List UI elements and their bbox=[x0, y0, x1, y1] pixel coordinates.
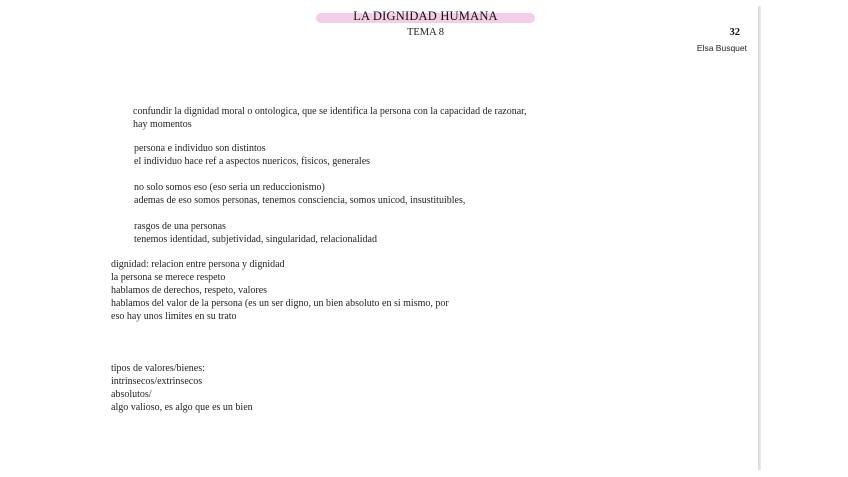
body-line: no solo somos eso (eso seria un reduccionismo) bbox=[134, 182, 325, 193]
body-line: algo valioso, es algo que es un bien bbox=[111, 402, 253, 413]
body-line: intrinsecos/extrinsecos bbox=[111, 376, 203, 387]
page-subtitle: TEMA 8 bbox=[406, 27, 445, 38]
body-line: confundir la dignidad moral o ontologica, que se identifica la persona con la capacidad de razonar, bbox=[133, 106, 527, 117]
body-line: el individuo hace ref a aspectos nuericos, fisicos, generales bbox=[134, 156, 371, 167]
body-line: hablamos de derechos, respeto, valores bbox=[111, 285, 268, 296]
author-name: Elsa Busquet bbox=[696, 43, 747, 53]
body-line: persona e individuo son distintos bbox=[134, 143, 266, 154]
page-number: 32 bbox=[729, 27, 740, 38]
body-line: hay momentos bbox=[133, 119, 192, 130]
title-block bbox=[316, 10, 535, 24]
page-title: LA DIGNIDAD HUMANA bbox=[353, 9, 498, 23]
body-line: eso hay unos limites en su trato bbox=[111, 311, 237, 322]
body-line: tipos de valores/bienes: bbox=[111, 363, 205, 374]
body-line: tenemos identidad, subjetividad, singularidad, relacionalidad bbox=[134, 234, 377, 245]
body-line: dignidad: relacion entre persona y dignidad bbox=[111, 259, 285, 270]
body-line: rasgos de una personas bbox=[134, 221, 226, 232]
body-line: hablamos del valor de la persona (es un ser digno, un bien absoluto en si mismo, por bbox=[111, 298, 449, 309]
body-line: absolutos/ bbox=[111, 389, 152, 400]
body-line: la persona se merece respeto bbox=[111, 272, 226, 283]
page-edge-shadow bbox=[758, 6, 761, 470]
body-line: ademas de eso somos personas, tenemos consciencia, somos unicod, insustituibles, bbox=[134, 195, 466, 206]
